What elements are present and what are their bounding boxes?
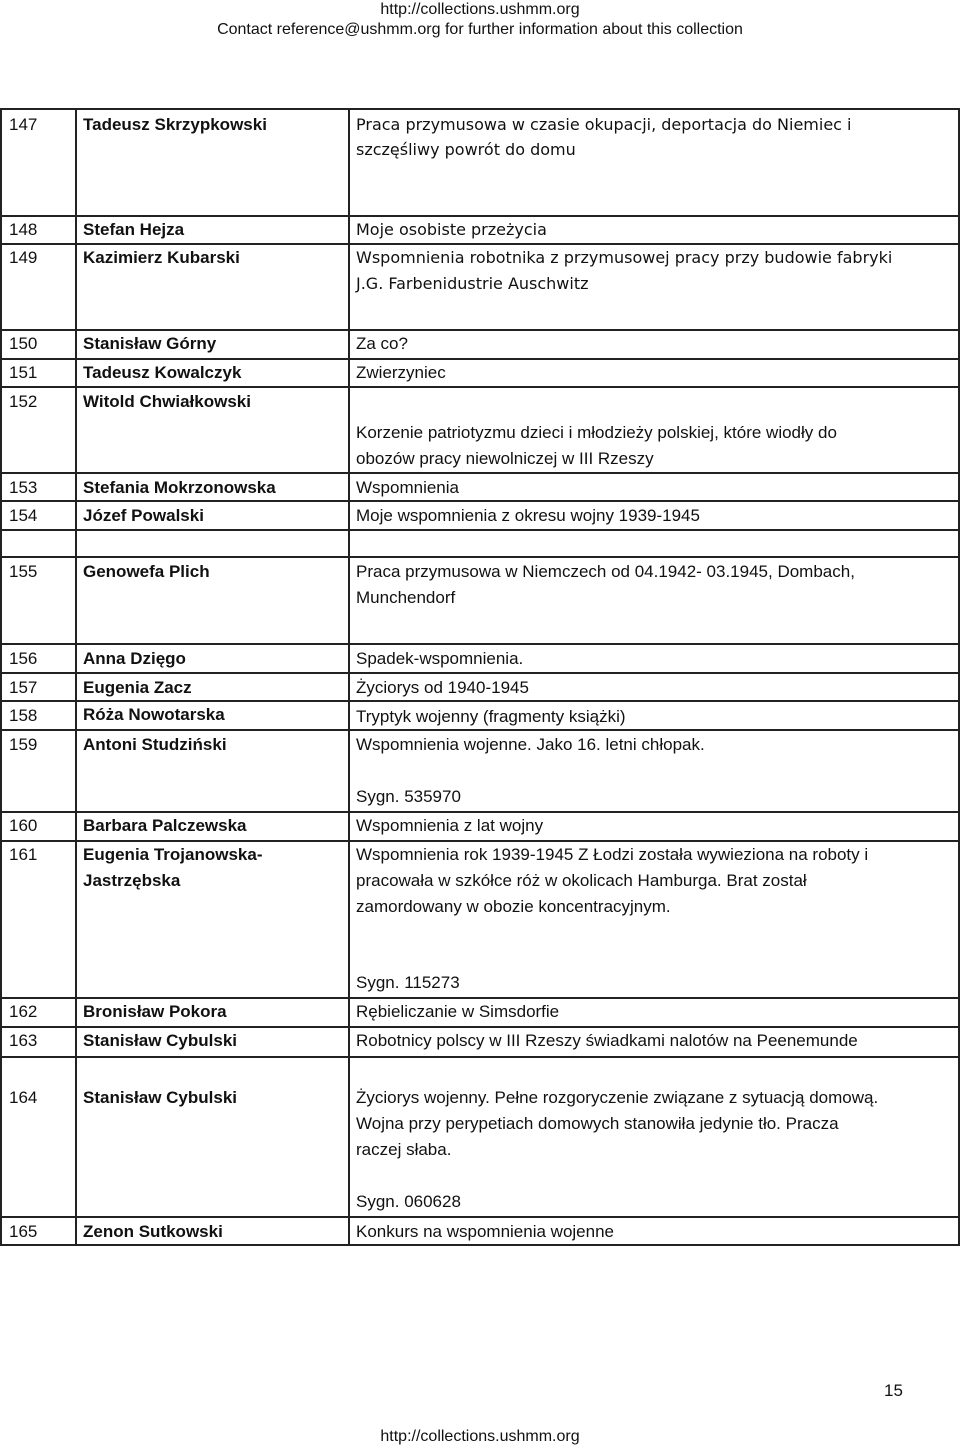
row-number: 162	[9, 1002, 38, 1021]
author-name: Józef Powalski	[83, 506, 204, 525]
author-name: Eugenia Zacz	[83, 678, 192, 697]
row-number: 161	[9, 845, 38, 864]
author-name: Stanisław Cybulski	[83, 1031, 237, 1050]
memoir-title: Za co?	[356, 334, 408, 353]
page-number: 15	[884, 1381, 903, 1400]
author-name: Tadeusz Skrzypkowski	[83, 115, 267, 134]
author-name: Stanisław Górny	[83, 334, 217, 353]
row-number: 158	[9, 706, 38, 725]
row-number: 148	[9, 220, 38, 239]
row-number: 153	[9, 478, 38, 497]
row-number: 156	[9, 649, 38, 668]
author-name: Eugenia Trojanowska-	[83, 845, 263, 864]
memoir-title-cont: J.G. Farbenidustrie Auschwitz	[356, 274, 589, 293]
author-name: Róża Nowotarska	[83, 705, 225, 724]
memoir-title: Robotnicy polscy w III Rzeszy świadkami nalotów na Peenemunde	[356, 1031, 858, 1050]
memoir-title-cont: Munchendorf	[356, 588, 456, 607]
memoir-title-cont: zamordowany w obozie koncentracyjnym.	[356, 897, 671, 916]
row-number: 165	[9, 1222, 38, 1241]
memoir-title-cont: pracowała w szkółce róż w okolicach Hamburga. Brat został	[356, 871, 807, 890]
author-name: Stefania Mokrzonowska	[83, 478, 276, 497]
row-number: 150	[9, 334, 38, 353]
memoir-title: Moje osobiste przeżycia	[356, 220, 547, 239]
memoir-title: Życiorys wojenny. Pełne rozgoryczenie związane z sytuacją domową.	[356, 1088, 879, 1107]
memoir-title: Życiorys od 1940-1945	[356, 678, 529, 697]
row-number: 154	[9, 506, 38, 525]
memoir-title: Konkurs na wspomnienia wojenne	[356, 1222, 614, 1241]
author-name-cont: Jastrzębska	[83, 871, 181, 890]
author-name: Bronisław Pokora	[83, 1002, 227, 1021]
memoir-title: Rębieliczanie w Simsdorfie	[356, 1002, 560, 1021]
memoir-title: Praca przymusowa w czasie okupacji, deportacja do Niemiec i	[356, 115, 852, 134]
memoir-title: Praca przymusowa w Niemczech od 04.1942- 03.1945, Dombach,	[356, 562, 855, 581]
memoir-title: Wspomnienia wojenne. Jako 16. letni chłopak.	[356, 735, 705, 754]
memoir-title: Wspomnienia z lat wojny	[356, 816, 544, 835]
archive-signature: Sygn. 060628	[356, 1192, 461, 1211]
memoir-title: Tryptyk wojenny (fragmenty książki)	[356, 707, 626, 726]
memoir-title: Zwierzyniec	[356, 363, 446, 382]
author-name: Stefan Hejza	[83, 220, 185, 239]
author-name: Anna Dzięgo	[83, 649, 186, 668]
row-number: 149	[9, 248, 38, 267]
row-number: 152	[9, 392, 38, 411]
row-number: 151	[9, 363, 38, 382]
memoir-title-cont: obozów pracy niewolniczej w III Rzeszy	[356, 449, 654, 468]
author-name: Antoni Studziński	[83, 735, 227, 754]
row-number: 159	[9, 735, 38, 754]
author-name: Tadeusz Kowalczyk	[83, 363, 242, 382]
memoir-title: Wspomnienia rok 1939-1945 Z Łodzi została wywieziona na roboty i	[356, 845, 869, 864]
row-number: 163	[9, 1031, 38, 1050]
memoir-title-cont: raczej słaba.	[356, 1140, 452, 1159]
author-name: Stanisław Cybulski	[83, 1088, 237, 1107]
header-contact: Contact reference@ushmm.org for further information about this collection	[217, 21, 743, 38]
row-number: 155	[9, 562, 38, 581]
memoir-title: Wspomnienia robotnika z przymusowej pracy przy budowie fabryki	[356, 248, 893, 267]
header-url: http://collections.ushmm.org	[380, 1, 580, 18]
author-name: Barbara Palczewska	[83, 816, 247, 835]
memoir-title-cont: szczęśliwy powrót do domu	[356, 140, 576, 159]
footer-url: http://collections.ushmm.org	[380, 1428, 580, 1445]
archive-signature: Sygn. 115273	[356, 973, 460, 992]
row-number: 157	[9, 678, 38, 697]
row-number: 147	[9, 115, 38, 134]
row-number: 160	[9, 816, 38, 835]
memoir-title-cont: Wojna przy perypetiach domowych stanowiła jedynie tło. Pracza	[356, 1114, 839, 1133]
author-name: Zenon Sutkowski	[83, 1222, 223, 1241]
author-name: Witold Chwiałkowski	[83, 392, 251, 411]
author-name: Genowefa Plich	[83, 562, 210, 581]
memoir-title: Spadek-wspomnienia.	[356, 649, 524, 668]
archive-signature: Sygn. 535970	[356, 787, 461, 806]
memoir-title: Wspomnienia	[356, 478, 459, 497]
memoir-title: Korzenie patriotyzmu dzieci i młodzieży polskiej, które wiodły do	[356, 423, 837, 442]
author-name: Kazimierz Kubarski	[83, 248, 240, 267]
row-number: 164	[9, 1088, 38, 1107]
memoir-title: Moje wspomnienia z okresu wojny 1939-1945	[356, 506, 700, 525]
